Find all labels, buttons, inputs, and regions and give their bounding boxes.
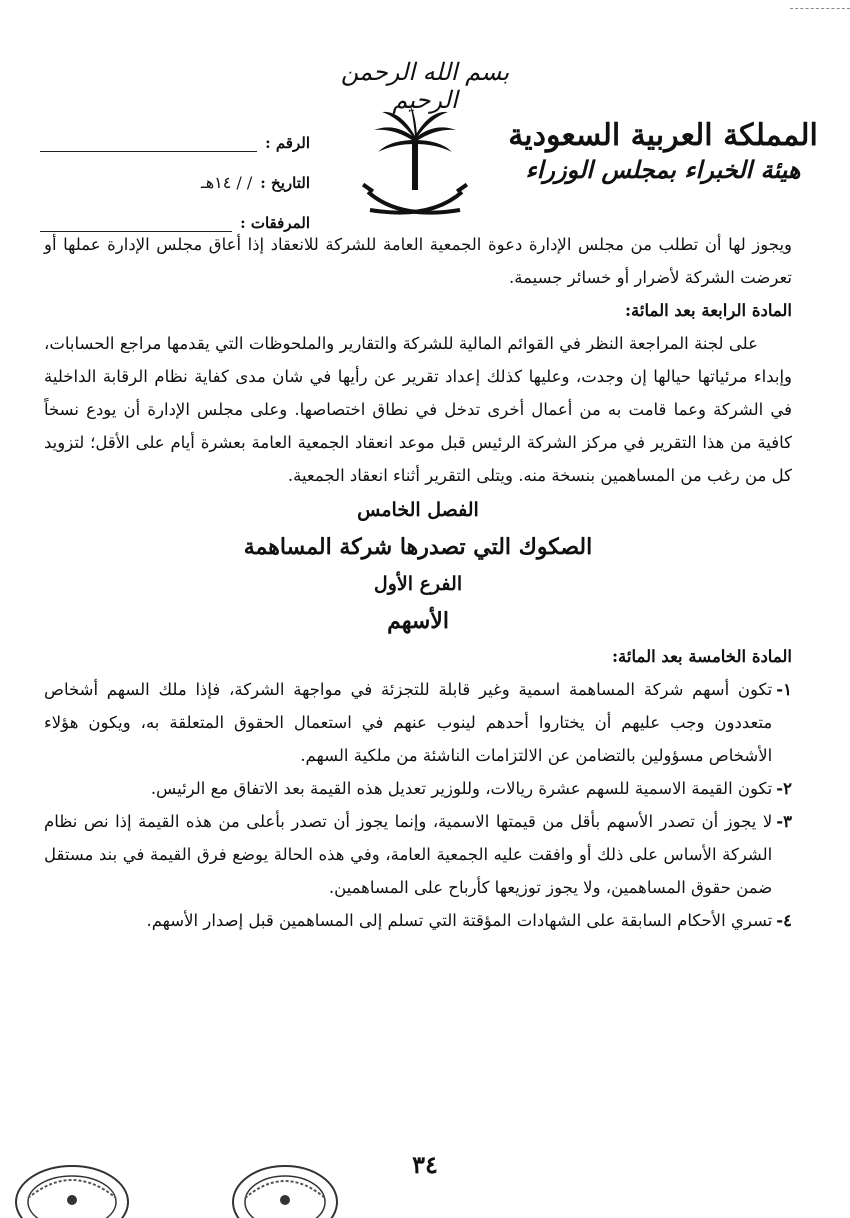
reference-line	[40, 137, 257, 152]
article-105-title: المادة الخامسة بعد المائة:	[611, 647, 792, 666]
continuation-paragraph: ويجوز لها أن تطلب من مجلس الإدارة دعوة الجمعية العامة للشركة للانعقاد إذا أعاق مجلس الإدارة عملها أو تعرضت الشركة لأضرار أو خسائر جسيمة.	[44, 235, 792, 287]
fold-line	[790, 8, 850, 9]
article-104-text: على لجنة المراجعة النظر في القوائم المالية للشركة والتقارير والملحوظات التي يقدمها مراجع الحسابات، وإبداء مرئياتها حيالها إن وجدت، وعليها كذلك إعداد تقرير عن رأيها في شان مدى كفاية نظام الرقابة الداخلية في الشركة وعما قامت به من أعمال أخرى تدخل في نطاق اختصاصها. وعلى مجلس الإدارة أن يودع نسخاً كافية من هذا التقرير في مركز الشركة الرئيس قبل موعد انعقاد الجمعية العامة بعشرة أيام على الأقل؛ لتزويد كل من رغب من المساهمين بنسخة منه. ويتلى التقرير أثناء انعقاد الجمعية.	[44, 334, 792, 485]
page-number: ٣٤	[412, 1150, 438, 1179]
item-text: تكون القيمة الاسمية للسهم عشرة ريالات، وللوزير تعديل هذه القيمة بعد الاتفاق مع الرئيس.	[150, 779, 773, 798]
date-row	[40, 152, 310, 192]
item-text: تسري الأحكام السابقة على الشهادات المؤقتة التي تسلم إلى المساهمين قبل إصدار الأسهم.	[146, 911, 773, 930]
official-stamp-icon	[225, 1158, 345, 1218]
article-104-title: المادة الرابعة بعد المائة:	[624, 301, 792, 320]
list-item	[44, 805, 792, 904]
reference-label: الرقم :	[265, 134, 310, 152]
item-text: لا يجوز أن تصدر الأسهم بأقل من قيمتها الاسمية، وإنما يجوز أن تصدر بأعلى من هذه القيمة إذا نص نظام الشركة الأساس على ذلك أو وافقت عليه الجمعية العامة، وفي هذه الحالة يوضع فرق القيمة في بند مستقل ضمن حقوق المساهمين، ولا يجوز توزيعها كأرباح على المساهمين.	[44, 812, 773, 897]
item-text: تكون أسهم شركة المساهمة اسمية وغير قابلة للتجزئة في مواجهة الشركة، فإذا ملك السهم أشخاص متعددون وجب عليهم أن يختاروا أحدهم لينوب عنهم في استعمال الحقوق المتعلقة به، ويكون هؤلاء الأشخاص مسؤولين بالتضامن عن الالتزامات الناشئة من ملكية السهم.	[44, 680, 773, 765]
basmala: بسم الله الرحمن الرحيم	[340, 58, 510, 114]
date-value: / / ١٤هـ	[201, 173, 253, 192]
attachments-row	[40, 192, 310, 232]
list-item	[44, 673, 792, 772]
issuing-organization	[498, 118, 828, 186]
date-label: التاريخ :	[260, 174, 310, 192]
item-number: ٤-	[776, 911, 792, 930]
official-stamp-icon	[12, 1158, 132, 1218]
reference-row	[40, 112, 310, 152]
reference-block	[40, 112, 310, 232]
item-number: ٢-	[776, 779, 792, 798]
list-item	[44, 904, 792, 937]
agency-name: هيئة الخبراء بمجلس الوزراء	[525, 155, 801, 184]
section-heading: الفرع الأول	[373, 573, 463, 595]
saudi-emblem-icon	[360, 100, 470, 230]
list-item	[44, 772, 792, 805]
attachments-label: المرفقات :	[240, 214, 310, 232]
document-body	[44, 228, 792, 937]
chapter-heading: الفصل الخامس	[357, 499, 479, 521]
section-title: الأسهم	[387, 608, 449, 634]
item-number: ٣-	[776, 812, 792, 831]
item-number: ١-	[776, 680, 792, 699]
kingdom-name: المملكة العربية السعودية	[508, 118, 818, 153]
chapter-title: الصكوك التي تصدرها شركة المساهمة	[243, 534, 593, 560]
